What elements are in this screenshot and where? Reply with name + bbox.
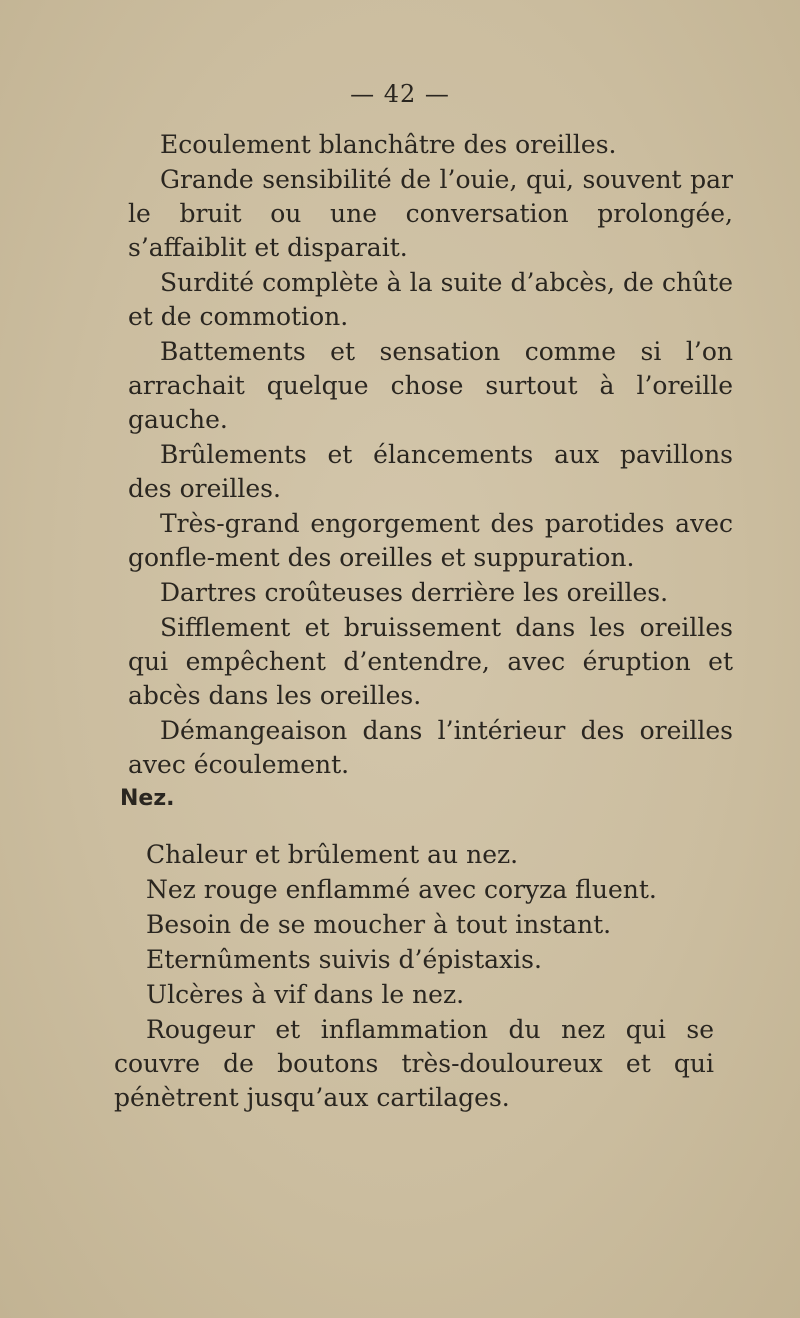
section-heading-nez: Nez. [120, 786, 175, 811]
paragraph: Rougeur et inflammation du nez qui se couvre de boutons très-douloureux et qui pénètrent jusqu’aux cartilages. [114, 1015, 714, 1112]
paragraph: Très-grand engorgement des parotides avec gonfle-ment des oreilles et suppuration. [128, 509, 733, 572]
ears-symptoms-section [128, 128, 733, 783]
nose-symptoms-section [114, 838, 714, 1116]
paragraph: Besoin de se moucher à tout instant. [146, 910, 612, 939]
paragraph: Battements et sensation comme si l’on arrachait quelque chose surtout à l’oreille gauche. [128, 337, 733, 434]
paragraph: Démangeaison dans l’intérieur des oreilles avec écoulement. [128, 716, 733, 779]
paragraph: Eternûments suivis d’épistaxis. [146, 945, 542, 974]
paragraph: Ecoulement blanchâtre des oreilles. [160, 130, 617, 159]
page-number: — 42 — [350, 80, 450, 108]
paragraph: Chaleur et brûlement au nez. [146, 840, 519, 869]
paragraph: Brûlements et élancements aux pavillons des oreilles. [128, 440, 733, 503]
paragraph: Ulcères à vif dans le nez. [146, 980, 465, 1009]
paragraph: Sifflement et bruissement dans les oreilles qui empêchent d’entendre, avec éruption et abcès dans les oreilles. [128, 613, 733, 710]
paragraph: Grande sensibilité de l’ouie, qui, souvent par le bruit ou une conversation prolongée, s’affaiblit et disparait. [128, 165, 733, 262]
paragraph: Nez rouge enflammé avec coryza fluent. [146, 875, 657, 904]
paragraph: Dartres croûteuses derrière les oreilles. [160, 578, 669, 607]
paragraph: Surdité complète à la suite d’abcès, de chûte et de commotion. [128, 268, 733, 331]
